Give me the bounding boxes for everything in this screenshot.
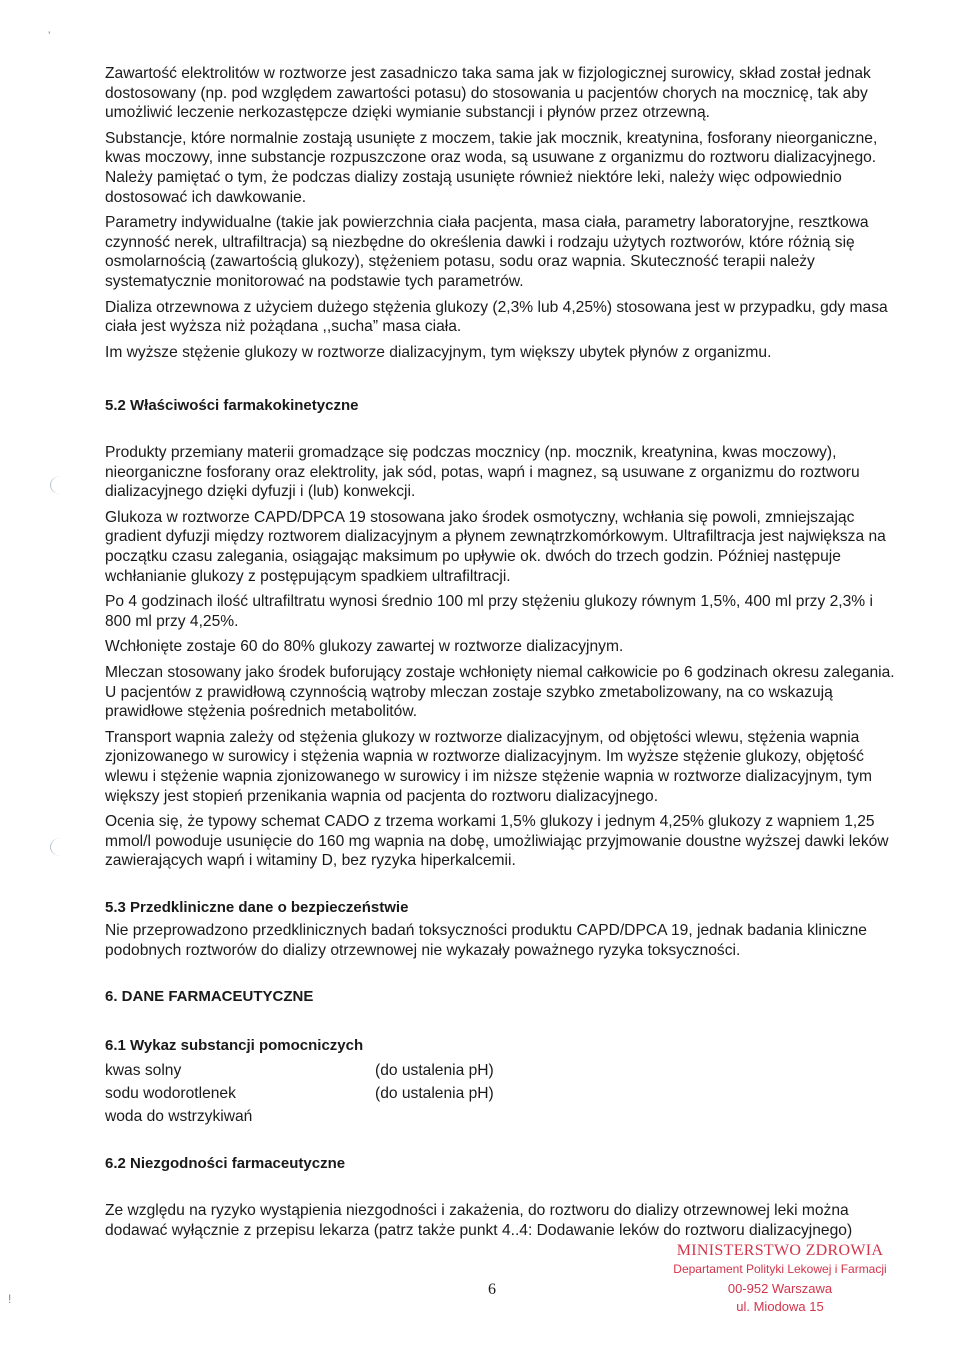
paragraph: Transport wapnia zależy od stężenia glukozy w roztworze dializacyjnym, od objętości wlewu, stężenia wapnia zjonizowanego w surowicy i stężenia wapnia w roztworze dializacyjnym. Im wyższe stężenie glukozy, objętość wlewu i stężenie wapnia zjonizowanego w surowicy i im niższe stężenie wapnia w roztworze dializacyjnym, tym większy jest stopień przenikania wapnia od pacjenta do roztworu dializacyjnego. bbox=[105, 728, 873, 805]
excipient-name: sodu wodorotlenek bbox=[105, 1085, 236, 1102]
excipient-name: woda do wstrzykiwań bbox=[105, 1108, 253, 1125]
punch-hole bbox=[50, 476, 71, 494]
list-item bbox=[105, 1059, 494, 1082]
paragraph: Produkty przemiany materii gromadzące się podczas mocznicy (np. mocznik, kreatynina, kwas moczowy), nieorganiczne fosforany oraz elektrolity, jak sód, potas, wapń i magnez, są usuwane z organizmu do roztworu dializacyjnego dzięki dyfuzji i (lub) konwekcji. bbox=[105, 444, 860, 501]
paragraph: Dializa otrzewnowa z użyciem dużego stężenia glukozy (2,3% lub 4,25%) stosowana jest w przypadku, gdy masa ciała jest wyższa niż pożądana ,,sucha” masa ciała. bbox=[105, 298, 888, 336]
section-6-2-body bbox=[105, 1201, 895, 1246]
excipient-note: (do ustalenia pH) bbox=[375, 1085, 494, 1102]
paragraph: Ocenia się, że typowy schemat CADO z trzema workami 1,5% glukozy i jednym 4,25% glukozy z wapniem 1,25 mmol/l powoduje usunięcie do 160 mg wapnia na dobę, umożliwiając przyjmowanie doustne wyższej dawki leków zawierających wapń i witaminy D, bez ryzyka hiperkalcemii. bbox=[105, 813, 889, 870]
paragraph: Zawartość elektrolitów w roztworze jest zasadniczo taka sama jak w fizjologicznej surowicy, skład został jednak dostosowany (np. pod względem zawartości potasu) do stosowania u pacjentów chorych na mocznicę, tak aby umożliwić leczenie nerkozastępcze dzięki wymianie substancji i płynów przez otrzewną. bbox=[105, 65, 871, 122]
scan-mark: ! bbox=[8, 1292, 12, 1306]
section-heading-6-2: 6.2 Niezgodności farmaceutyczne bbox=[105, 1155, 346, 1172]
paragraph: Po 4 godzinach ilość ultrafiltratu wynosi średnio 100 ml przy stężeniu glukozy równym 1,5%, 400 ml przy 2,3% i 800 ml przy 4,25%. bbox=[105, 593, 873, 630]
paragraph: Glukoza w roztworze CAPD/DPCA 19 stosowana jako środek osmotyczny, wchłania się powoli, zmniejszając gradient dyfuzji między roztworem dializacyjnym a płynem zewnątrzkomórkowym. Ultrafiltracja jest największa na początku czasu zalegania, osiągając maksimum po upływie ok. dwóch do trzech godzin. Później następuje wchłanianie glukozy z postępującym spadkiem ultrafiltracji. bbox=[105, 508, 886, 585]
section-heading-5-3: 5.3 Przedkliniczne dane o bezpieczeństwie bbox=[105, 899, 409, 916]
excipient-note: (do ustalenia pH) bbox=[375, 1062, 494, 1079]
stamp-line: Departament Polityki Lekowej i Farmacji bbox=[673, 1262, 887, 1276]
paragraph: Parametry indywidualne (takie jak powierzchnia ciała pacjenta, masa ciała, parametry laboratoryjne, resztkowa czynność nerek, ultrafiltracja) są niezbędne do określenia dawki i rodzaju użytych roztworów, które różnią się osmolarnością (zawartością glukozy), stężeniem potasu, sodu oraz wapnia. Skuteczność terapii należy systematycznie monitorować na podstawie tych parametrów. bbox=[105, 214, 869, 290]
excipients-list bbox=[105, 1059, 494, 1128]
section-5-3-body bbox=[105, 921, 895, 966]
punch-hole bbox=[50, 838, 71, 856]
section-5-1-continued bbox=[105, 64, 895, 368]
paragraph: Im wyższe stężenie glukozy w roztworze dializacyjnym, tym większy ubytek płynów z organizmu. bbox=[105, 343, 772, 361]
excipient-name: kwas solny bbox=[105, 1062, 182, 1079]
list-item bbox=[105, 1082, 494, 1105]
section-heading-5-2: 5.2 Właściwości farmakokinetyczne bbox=[105, 397, 359, 414]
section-heading-6-1: 6.1 Wykaz substancji pomocniczych bbox=[105, 1037, 364, 1054]
stamp-line: MINISTERSTWO ZDROWIA bbox=[676, 1242, 884, 1259]
paragraph: Nie przeprowadzono przedklinicznych badań toksyczności produktu CAPD/DPCA 19, jednak badania kliniczne podobnych roztworów do dializy otrzewnowej nie wykazały poważnego ryzyka toksyczności. bbox=[105, 922, 867, 959]
stamp-line: ul. Miodowa 15 bbox=[736, 1299, 824, 1314]
paragraph: Wchłonięte zostaje 60 do 80% glukozy zawartej w roztworze dializacyjnym. bbox=[105, 638, 624, 656]
paragraph: Ze względu na ryzyko wystąpienia niezgodności i zakażenia, do roztworu do dializy otrzewnowej leki można dodawać wyłącznie z przepisu lekarza (patrz także punkt 4..4: Dodawanie leków do roztworu dializacyjnego) bbox=[105, 1202, 853, 1239]
ministry-stamp bbox=[665, 1242, 895, 1316]
list-item bbox=[105, 1105, 494, 1128]
paragraph: Substancje, które normalnie zostają usunięte z moczem, takie jak mocznik, kreatynina, fosforany nieorganiczne, kwas moczowy, inne substancje rozpuszczone oraz woda, są usuwane z organizmu do roztworu dializacyjnego. Należy pamiętać o tym, że podczas dializy zostają usunięte również niektóre leki, należy więc odpowiednio dostosować ich dawkowanie. bbox=[105, 129, 878, 206]
page-number: 6 bbox=[488, 1281, 496, 1298]
section-heading-6: 6. DANE FARMACEUTYCZNE bbox=[105, 988, 314, 1005]
stamp-line: 00-952 Warszawa bbox=[727, 1281, 833, 1296]
section-5-2-body bbox=[105, 443, 895, 877]
paragraph: Mleczan stosowany jako środek buforujący zostaje wchłonięty niemal całkowicie po 6 godzinach okresu zalegania. U pacjentów z prawidłową czynnością wątroby mleczan zostaje szybko zmetabolizowany, na co wskazują prawidłowe stężenia pośrednich metabolitów. bbox=[105, 663, 895, 721]
scan-mark: ’ bbox=[48, 30, 51, 42]
